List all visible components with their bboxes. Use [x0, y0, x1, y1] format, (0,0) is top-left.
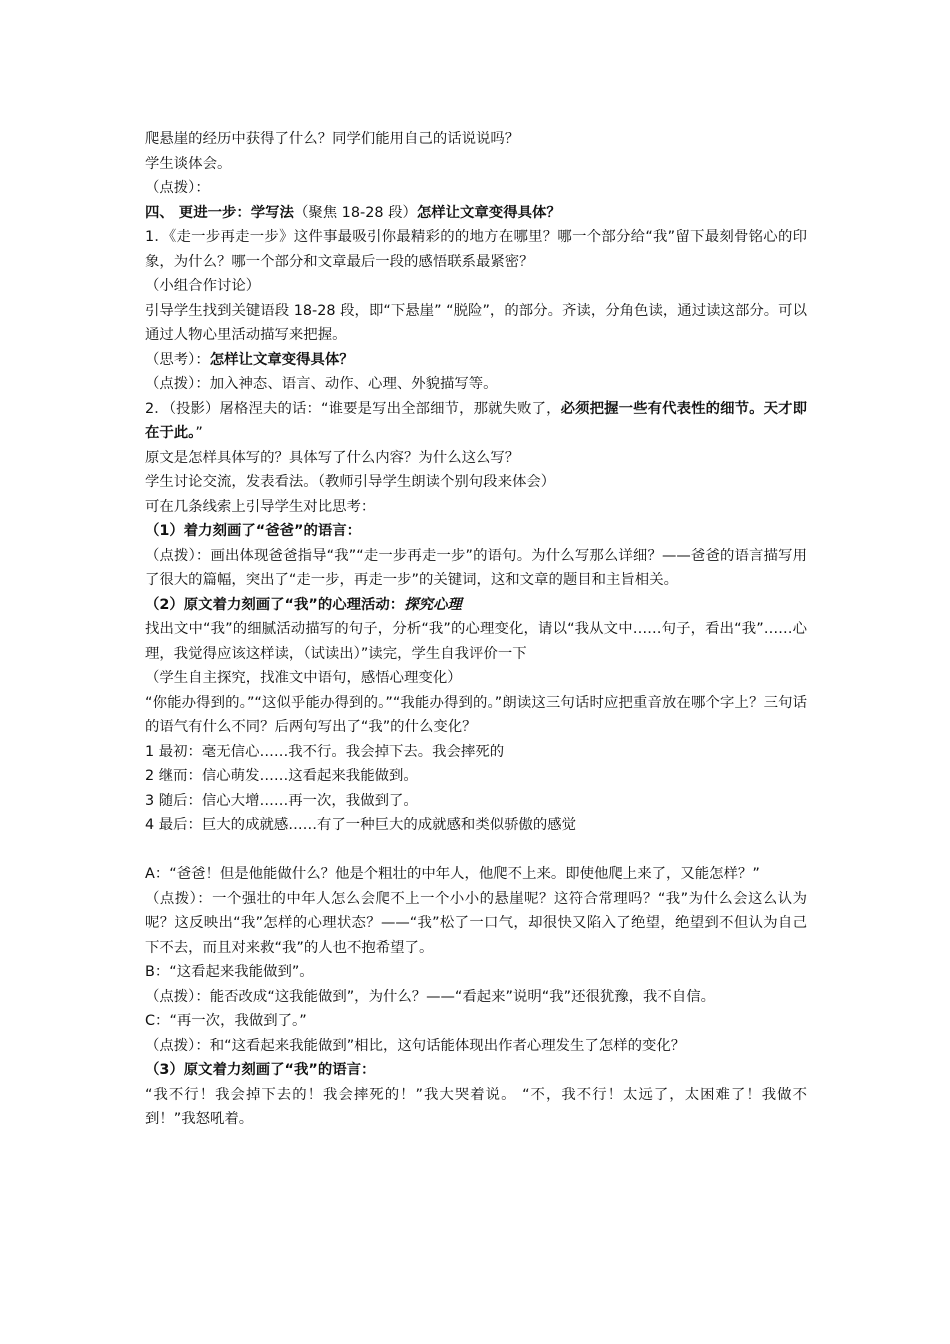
subheading: （3）原文着力刻画了“我”的语言：: [145, 1062, 376, 1078]
subheading: （1）着力刻画了“爸爸”的语言：: [145, 523, 362, 539]
paragraph: 学生谈体会。: [145, 155, 232, 172]
paragraph: （点拨）：加入神态、语言、动作、心理、外貌描写等。: [145, 376, 498, 392]
list-item: 3 随后：信心大增……再一次，我做到了。: [145, 792, 418, 809]
list-item: 4 最后：巨大的成就感……有了一种巨大的成就感和类似骄傲的感觉: [145, 817, 577, 833]
paragraph: （点拨）：: [145, 180, 210, 196]
quote-intro: 2．（投影）屠格涅夫的话：“谁要是写出全部细节，那就失败了，: [145, 400, 561, 417]
blank-line: [145, 838, 807, 863]
heading-bold-question: 怎样让文章变得具体？: [416, 204, 561, 221]
paragraph: [145, 348, 807, 373]
paragraph: （点拨）：一个强壮的中年人怎么会爬不上一个小小的悬崖呢？这符合常理吗？“我”为什么会这么认为呢？这反映出“我”怎样的心理状态？——“我”松了一口气，却很快又陷入了绝望，绝望到不但认为自己下不去，而且对来救“我”的人也不抱希望了。: [145, 890, 807, 956]
paragraph: 学生讨论交流，发表看法。（教师引导学生朗读个别句段来体会）: [145, 474, 556, 490]
paragraph: （学生自主探究，找准文中语句，感悟心理变化）: [145, 670, 462, 686]
paragraph: 原文是怎样具体写的？具体写了什么内容？为什么这么写？: [145, 449, 520, 466]
paragraph: （小组合作讨论）: [145, 278, 261, 294]
quote-bold: 必须把握一些有代表性的细节。天才即在于此。: [145, 400, 807, 441]
list-item: 2 继而：信心萌发……这看起来我能做到。: [145, 768, 418, 784]
paragraph: “你能办得到的。”“这似乎能办得到的。”“我能办得到的。”朗读这三句话时应把重音放在哪个字上？三句话的语气有什么不同？后两句写出了“我”的什么变化？: [145, 694, 807, 735]
subheading-bold: （2）原文着力刻画了“我”的心理活动：: [145, 596, 405, 613]
heading-note: （聚焦 18-28 段）: [293, 204, 417, 221]
paragraph: B：“这看起来我能做到”。: [145, 964, 314, 980]
quote-close: ”: [195, 425, 203, 441]
paragraph: （点拨）：和“这看起来我能做到”相比，这句话能体现出作者心理发生了怎样的变化？: [145, 1037, 686, 1054]
heading-bold: 更进一步：学写法: [178, 204, 294, 221]
subheading: [145, 593, 807, 618]
paragraph: “我不行！我会掉下去的！我会摔死的！”我大哭着说。 “不，我不行！太远了，太困难了！我做不到！”我怒吼着。: [145, 1086, 807, 1127]
document-body: [145, 127, 807, 1132]
paragraph: （点拨）：画出体现爸爸指导“我”“走一步再走一步”的语句。为什么写那么详细？——爸爸的语言描写用了很大的篇幅，突出了“走一步，再走一步”的关键词，这和文章的题目和主旨相关。: [145, 547, 807, 588]
subheading-italic: 探究心理: [404, 596, 462, 613]
heading-number: 四、: [145, 204, 179, 221]
list-item: 1 最初：毫无信心……我不行。我会掉下去。我会摔死的: [145, 743, 505, 760]
label: （思考）：: [145, 351, 210, 368]
paragraph: 引导学生找到关键语段 18-28 段，即“下悬崖” “脱险”，的部分。齐读，分角色读，通过读这部分。可以通过人物心里活动描写来把握。: [145, 302, 807, 343]
paragraph: [145, 397, 807, 446]
paragraph: 可在几条线索上引导学生对比思考：: [145, 498, 376, 515]
bold-question: 怎样让文章变得具体？: [209, 351, 354, 368]
section-heading: [145, 201, 807, 226]
paragraph: 1．《走一步再走一步》这件事最吸引你最精彩的的地方在哪里？哪一个部分给“我”留下最刻骨铭心的印象，为什么？哪一个部分和文章最后一段的感悟联系最紧密？: [145, 229, 807, 270]
paragraph: （点拨）：能否改成“这我能做到”，为什么？——“看起来”说明“我”还很犹豫，我不自信。: [145, 988, 715, 1005]
paragraph: 爬悬崖的经历中获得了什么？同学们能用自己的话说说吗？: [145, 131, 520, 147]
paragraph: A：“爸爸！但是他能做什么？他是个粗壮的中年人，他爬不上来。即使他爬上来了，又能怎样？”: [145, 866, 760, 882]
paragraph: 找出文中“我”的细腻活动描写的句子，分析“我”的心理变化，请以“我从文中……句子，看出“我”……心理，我觉得应该这样读，（试读出）”读完，学生自我评价一下: [145, 621, 807, 662]
paragraph: C：“再一次，我做到了。”: [145, 1013, 307, 1029]
